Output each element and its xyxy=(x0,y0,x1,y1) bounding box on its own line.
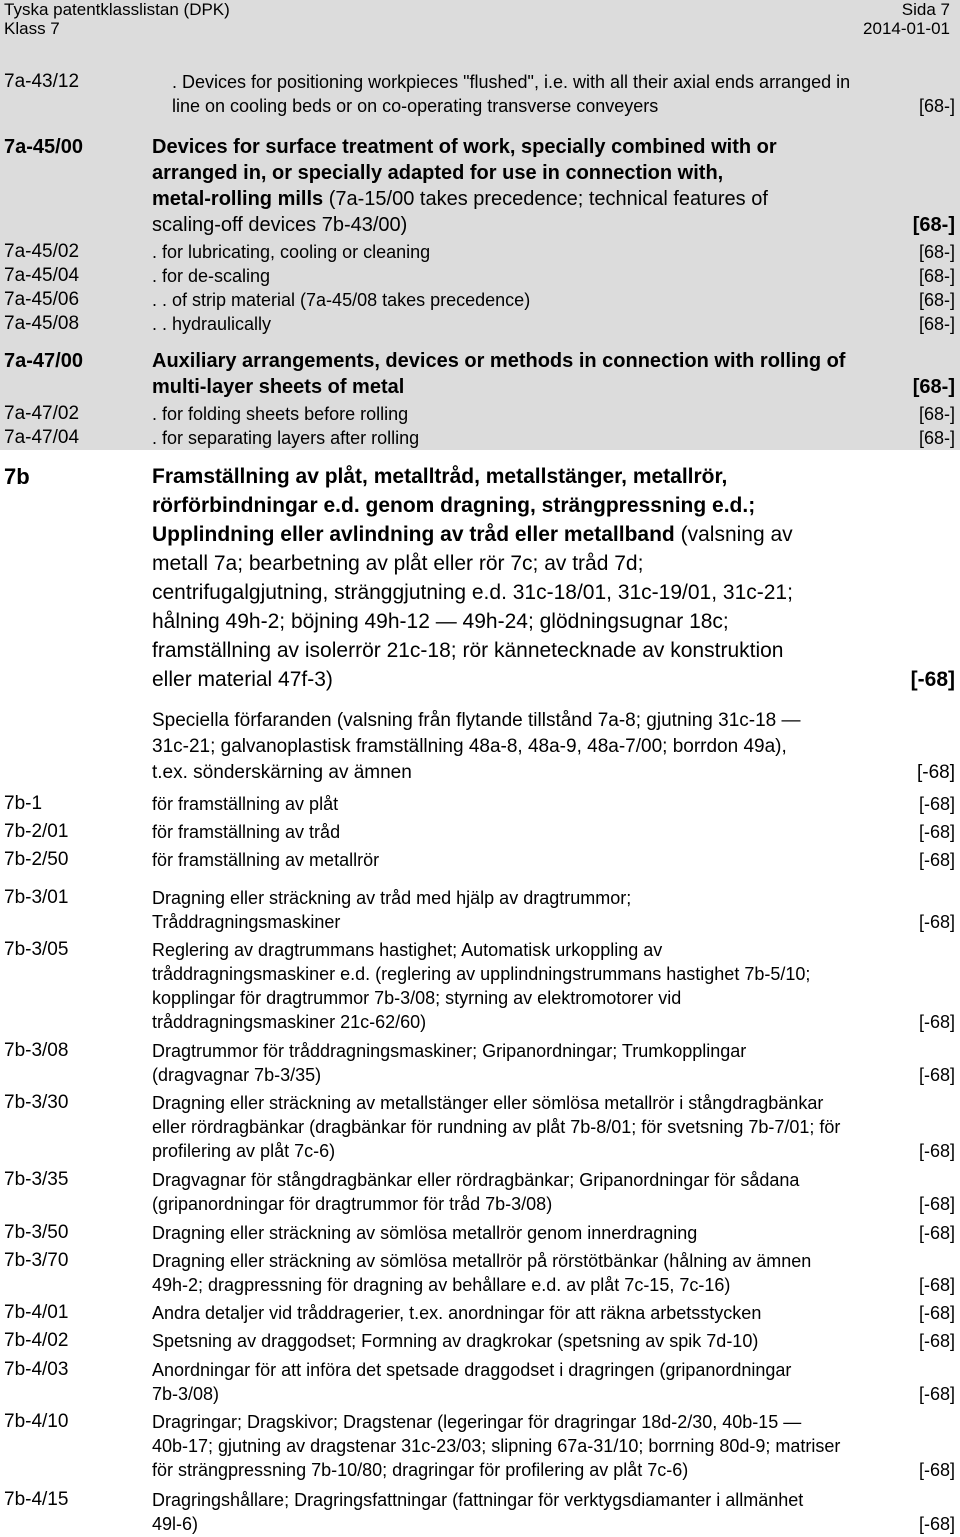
entry-code: 7b-4/01 xyxy=(4,1302,69,1323)
entry-ref: [-68] xyxy=(918,1514,955,1534)
entry-text xyxy=(152,1091,952,1163)
entry-ref: [-68] xyxy=(918,1384,955,1404)
entry-text xyxy=(152,820,928,844)
entry-code: 7b-4/15 xyxy=(4,1489,69,1510)
entry-line: Reglering av dragtrummans hastighet; Automatisk urkoppling av xyxy=(152,940,663,960)
entry-line: (gripanordningar för dragtrummor för tråd 7b-3/08) xyxy=(152,1194,553,1214)
entry-line: 40b-17; gjutning av dragstenar 31c-23/03; slipning 67a-31/10; borrning 80d-9; matriser xyxy=(152,1436,841,1456)
entry-code: 7b-3/70 xyxy=(4,1250,69,1271)
entry-ref: [68-] xyxy=(918,96,955,116)
class-description xyxy=(152,462,952,694)
entry-ref: [-68] xyxy=(918,1065,955,1085)
entry-text: . . of strip material (7a-45/08 takes precedence) xyxy=(152,290,531,310)
heading-line: metal-rolling mills (7a-15/00 takes precedence; technical features of xyxy=(152,188,768,210)
entry-line: tråddragningsmaskiner e.d. (reglering av upplindningstrummans hastighet 7b-5/10; xyxy=(152,964,811,984)
heading-line: Devices for surface treatment of work, specially combined with or xyxy=(152,136,777,158)
entry-line: Dragtrummor för tråddragningsmaskiner; Gripanordningar; Trumkopplingar xyxy=(152,1041,747,1061)
class-label: Klass 7 xyxy=(4,19,60,38)
entry-text xyxy=(152,1221,928,1245)
entry-code: 7b-3/50 xyxy=(4,1222,69,1243)
entry-ref: [-68] xyxy=(918,794,955,814)
entry-ref: [-68] xyxy=(918,850,955,870)
entry-code: 7a-45/08 xyxy=(4,313,80,334)
entry-ref: [-68] xyxy=(918,912,955,932)
entry-text xyxy=(152,1039,928,1087)
special-line: t.ex. sönderskärning av ämnen xyxy=(152,762,412,783)
entry-ref: [-68] xyxy=(918,822,955,842)
heading-line: scaling-off devices 7b-43/00) xyxy=(152,214,408,236)
entry-line: kopplingar för dragtrummor 7b-3/08; styrning av elektromotorer vid xyxy=(152,988,682,1008)
entry-code: 7a-43/12 xyxy=(4,71,80,92)
entry-line: . Devices for positioning workpieces "flushed", i.e. with all their axial ends arranged in xyxy=(172,72,851,92)
group-ref: [68-] xyxy=(912,214,955,236)
header-right xyxy=(863,0,950,38)
group-heading xyxy=(152,348,960,400)
entry-text: . for separating layers after rolling xyxy=(152,428,420,448)
entry-line: 49l-6) xyxy=(152,1514,199,1534)
entry-text xyxy=(152,1168,928,1216)
entry-code: 7a-47/02 xyxy=(4,403,80,424)
entry-code: 7a-45/02 xyxy=(4,241,80,262)
class-line: framställning av isolerrör 21c-18; rör kännetecknade av konstruktion xyxy=(152,639,784,662)
entry-line: tråddragningsmaskiner 21c-62/60) xyxy=(152,1012,427,1032)
entry-code: 7b-3/01 xyxy=(4,887,69,908)
entry-line: (dragvagnar 7b-3/35) xyxy=(152,1065,322,1085)
entry-text xyxy=(152,1249,928,1297)
entry-code: 7b-2/50 xyxy=(4,849,69,870)
entry-ref: [-68] xyxy=(918,1331,955,1351)
entry-text xyxy=(172,70,960,118)
entry-code: 7b-4/02 xyxy=(4,1330,69,1351)
entry-text: . . hydraulically xyxy=(152,314,272,334)
group-ref: [68-] xyxy=(912,376,955,398)
entry-line: 49h-2; dragpressning för dragning av behållare e.d. av plåt 7c-15, 7c-16) xyxy=(152,1275,731,1295)
entry-ref: [68-] xyxy=(918,290,955,310)
header-left xyxy=(4,0,230,38)
class-line: Upplindning eller avlindning av tråd eller metallband (valsning av xyxy=(152,523,793,546)
entry-code: 7b-3/05 xyxy=(4,939,69,960)
special-line: Speciella förfaranden (valsning från flytande tillstånd 7a-8; gjutning 31c-18 — xyxy=(152,710,801,731)
entry-line: 7b-3/08) xyxy=(152,1384,220,1404)
entry-ref: [-68] xyxy=(918,1141,955,1161)
group-code: 7a-45/00 xyxy=(4,136,83,158)
entry-code: 7b-3/08 xyxy=(4,1040,69,1061)
entry-ref: [-68] xyxy=(918,1303,955,1323)
entry-text xyxy=(152,1301,928,1325)
entry-line: Dragringar; Dragskivor; Dragstenar (legeringar för dragringar 18d-2/30, 40b-15 — xyxy=(152,1412,802,1432)
entry-line: Dragvagnar för stångdragbänkar eller rördragbänkar; Gripanordningar för sådana xyxy=(152,1170,800,1190)
entry-ref: [-68] xyxy=(918,1460,955,1480)
entry-ref: [68-] xyxy=(918,404,955,424)
class-line: rörförbindningar e.d. genom dragning, strängpressning e.d.; xyxy=(152,494,756,517)
heading-line: multi-layer sheets of metal xyxy=(152,376,405,398)
entry-code: 7b-3/30 xyxy=(4,1092,69,1113)
entry-code: 7a-45/04 xyxy=(4,265,80,286)
entry-line: Dragning eller sträckning av sömlösa metallrör genom innerdragning xyxy=(152,1223,698,1243)
class-line: metall 7a; bearbetning av plåt eller rör 7c; av tråd 7d; xyxy=(152,552,644,575)
entry-ref: [-68] xyxy=(918,1275,955,1295)
document-title: Tyska patentklasslistan (DPK) xyxy=(4,0,230,19)
heading-line: Auxiliary arrangements, devices or methods in connection with rolling of xyxy=(152,350,846,372)
entry-code: 7a-45/06 xyxy=(4,289,80,310)
entry-text xyxy=(152,1358,928,1406)
entry-ref: [68-] xyxy=(918,428,955,448)
document-date: 2014-01-01 xyxy=(863,19,950,38)
entry-text xyxy=(152,1329,928,1353)
entry-text xyxy=(152,938,928,1034)
entry-ref: [-68] xyxy=(918,1223,955,1243)
entry-ref: [-68] xyxy=(918,1194,955,1214)
entry-code: 7b-1 xyxy=(4,793,43,814)
entry-line: för framställning av metallrör xyxy=(152,850,380,870)
entry-line: för framställning av tråd xyxy=(152,822,341,842)
entry-line: Dragning eller sträckning av sömlösa metallrör på rörstötbänkar (hålning av ämnen xyxy=(152,1251,812,1271)
entry-code: 7b-2/01 xyxy=(4,821,69,842)
page-header xyxy=(0,0,960,70)
entry-line: för strängpressning 7b-10/80; dragringar för profilering av plåt 7c-6) xyxy=(152,1460,689,1480)
entry-line: för framställning av plåt xyxy=(152,794,339,814)
entry-code: 7b-3/35 xyxy=(4,1169,69,1190)
entry-line: Anordningar för att införa det spetsade draggodset i dragringen (gripanordningar xyxy=(152,1360,792,1380)
group-heading xyxy=(152,134,952,238)
entry-ref: [68-] xyxy=(918,242,955,262)
entry-text xyxy=(152,848,928,872)
entry-text: . for folding sheets before rolling xyxy=(152,404,409,424)
class-line: centrifugalgjutning, stränggjutning e.d. 31c-18/01, 31c-19/01, 31c-21; xyxy=(152,581,793,604)
entry-text xyxy=(152,792,928,816)
entry-text xyxy=(152,886,928,934)
entry-line: Dragning eller sträckning av tråd med hjälp av dragtrummor; xyxy=(152,888,632,908)
class-code: 7b xyxy=(4,464,30,489)
class-line: eller material 47f-3) xyxy=(152,668,333,691)
entry-code: 7b-4/03 xyxy=(4,1359,69,1380)
heading-line: arranged in, or specially adapted for use in connection with, xyxy=(152,162,724,184)
entry-ref: [68-] xyxy=(918,266,955,286)
class-ref: [-68] xyxy=(910,668,955,691)
special-line: 31c-21; galvanoplastisk framställning 48a-8, 48a-9, 48a-7/00; borrdon 49a), xyxy=(152,736,787,757)
entry-code: 7a-47/04 xyxy=(4,427,80,448)
entry-line: line on cooling beds or on co-operating transverse conveyers xyxy=(172,96,659,116)
entry-line: Spetsning av draggodset; Formning av dragkrokar (spetsning av spik 7d-10) xyxy=(152,1331,759,1351)
special-ref: [-68] xyxy=(916,762,955,783)
entry-line: profilering av plåt 7c-6) xyxy=(152,1141,336,1161)
special-text xyxy=(152,708,942,786)
entry-line: Andra detaljer vid tråddragerier, t.ex. anordningar för att räkna arbetsstycken xyxy=(152,1303,762,1323)
entry-code: 7b-4/10 xyxy=(4,1411,69,1432)
entry-ref: [-68] xyxy=(918,1012,955,1032)
entry-text xyxy=(152,1410,952,1482)
class-line: Framställning av plåt, metalltråd, metallstänger, metallrör, xyxy=(152,465,728,488)
entry-text: . for de-scaling xyxy=(152,266,271,286)
page-number: Sida 7 xyxy=(901,0,950,19)
entry-line: Dragringshållare; Dragringsfattningar (fattningar för verktygsdiamanter i allmänhet xyxy=(152,1490,804,1510)
entry-line: Tråddragningsmaskiner xyxy=(152,912,341,932)
class-line: hålning 49h-2; böjning 49h-12 — 49h-24; glödningsugnar 18c; xyxy=(152,610,729,633)
entry-ref: [68-] xyxy=(918,314,955,334)
entry-line: eller rördragbänkar (dragbänkar för rundning av plåt 7b-8/01; för svetsning 7b-7/01; för xyxy=(152,1117,841,1137)
entry-line: Dragning eller sträckning av metallstänger eller sömlösa metallrör i stångdragbänkar xyxy=(152,1093,824,1113)
entry-text: . for lubricating, cooling or cleaning xyxy=(152,242,431,262)
entry-text xyxy=(152,1488,928,1536)
group-code: 7a-47/00 xyxy=(4,350,83,372)
